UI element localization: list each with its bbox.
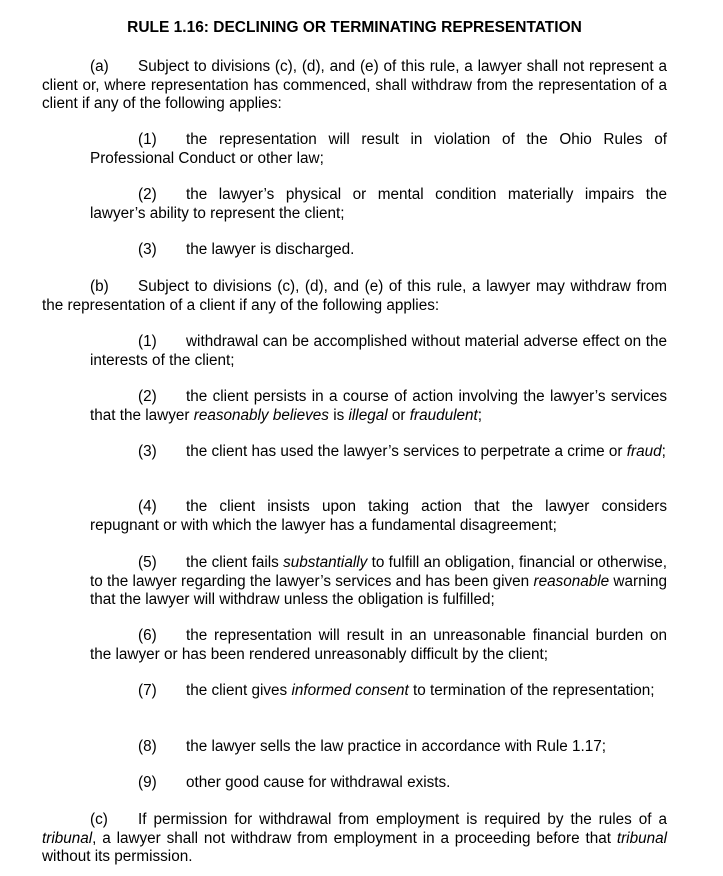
item-b4-text: the client insists upon taking action that the lawyer considers repugnant or with which the lawyer has a fundamental disagreement; [90,498,667,534]
item-a3-label: (3) [138,241,157,258]
item-b9 [90,774,667,793]
item-b8 [90,738,667,757]
item-b4-label: (4) [138,498,157,515]
item-b7-label: (7) [138,682,157,699]
item-b6 [90,627,667,664]
item-a3-text: the lawyer is discharged. [186,241,355,258]
item-b1-label: (1) [138,333,157,350]
paragraph-b [42,278,667,315]
item-b1 [90,333,667,370]
item-b9-text: other good cause for withdrawal exists. [186,774,451,791]
item-b5-label: (5) [138,554,157,571]
paragraph-a-text: Subject to divisions (c), (d), and (e) of this rule, a lawyer shall not represent a client or, where representation has commenced, shall withdraw from the representation of a client if any of the following applies: [42,58,667,112]
paragraph-b-label: (b) [90,278,109,295]
paragraph-a [42,58,667,114]
paragraph-c-label: (c) [90,811,108,828]
item-b5: (5) the client fails substantially to fulfill an obligation, financial or otherwise, to the lawyer regarding the lawyer’s services and has been given reasonable warning that the lawyer will withdraw unless the obligation is fulfilled; [90,554,668,608]
item-a1 [90,131,667,168]
item-a1-label: (1) [138,131,157,148]
item-a1-text: the representation will result in violation of the Ohio Rules of Professional Conduct or other law; [90,131,667,167]
item-b3-label: (3) [138,443,157,460]
item-a3 [90,241,667,260]
rule-title: RULE 1.16: DECLINING OR TERMINATING REPRESENTATION [127,19,582,36]
item-b4 [90,498,667,535]
paragraph-a-label: (a) [90,58,109,75]
item-a2 [90,186,667,223]
item-b8-text: the lawyer sells the law practice in accordance with Rule 1.17; [186,738,607,755]
item-b6-label: (6) [138,627,157,644]
item-b7: (7) the client gives informed consent to termination of the representation; [138,682,655,699]
item-b3: (3) the client has used the lawyer’s services to perpetrate a crime or fraud; [138,443,666,460]
item-b9-label: (9) [138,774,157,791]
item-b8-label: (8) [138,738,157,755]
item-a2-label: (2) [138,186,157,203]
item-b2-label: (2) [138,388,157,405]
paragraph-b-text: Subject to divisions (c), (d), and (e) of this rule, a lawyer may withdraw from the representation of a client if any of the following applies: [42,278,667,314]
paragraph-c: (c) If permission for withdrawal from employment is required by the rules of a tribunal, a lawyer shall not withdraw from employment in a proceeding before that tribunal without its permission. [42,811,667,865]
item-b2: (2) the client persists in a course of action involving the lawyer’s services that the lawyer reasonably believes is illegal or fraudulent; [90,388,667,424]
item-a2-text: the lawyer’s physical or mental condition materially impairs the lawyer’s ability to represent the client; [90,186,667,222]
item-b6-text: the representation will result in an unreasonable financial burden on the lawyer or has been rendered unreasonably difficult by the client; [90,627,667,663]
item-b1-text: withdrawal can be accomplished without material adverse effect on the interests of the client; [90,333,667,369]
